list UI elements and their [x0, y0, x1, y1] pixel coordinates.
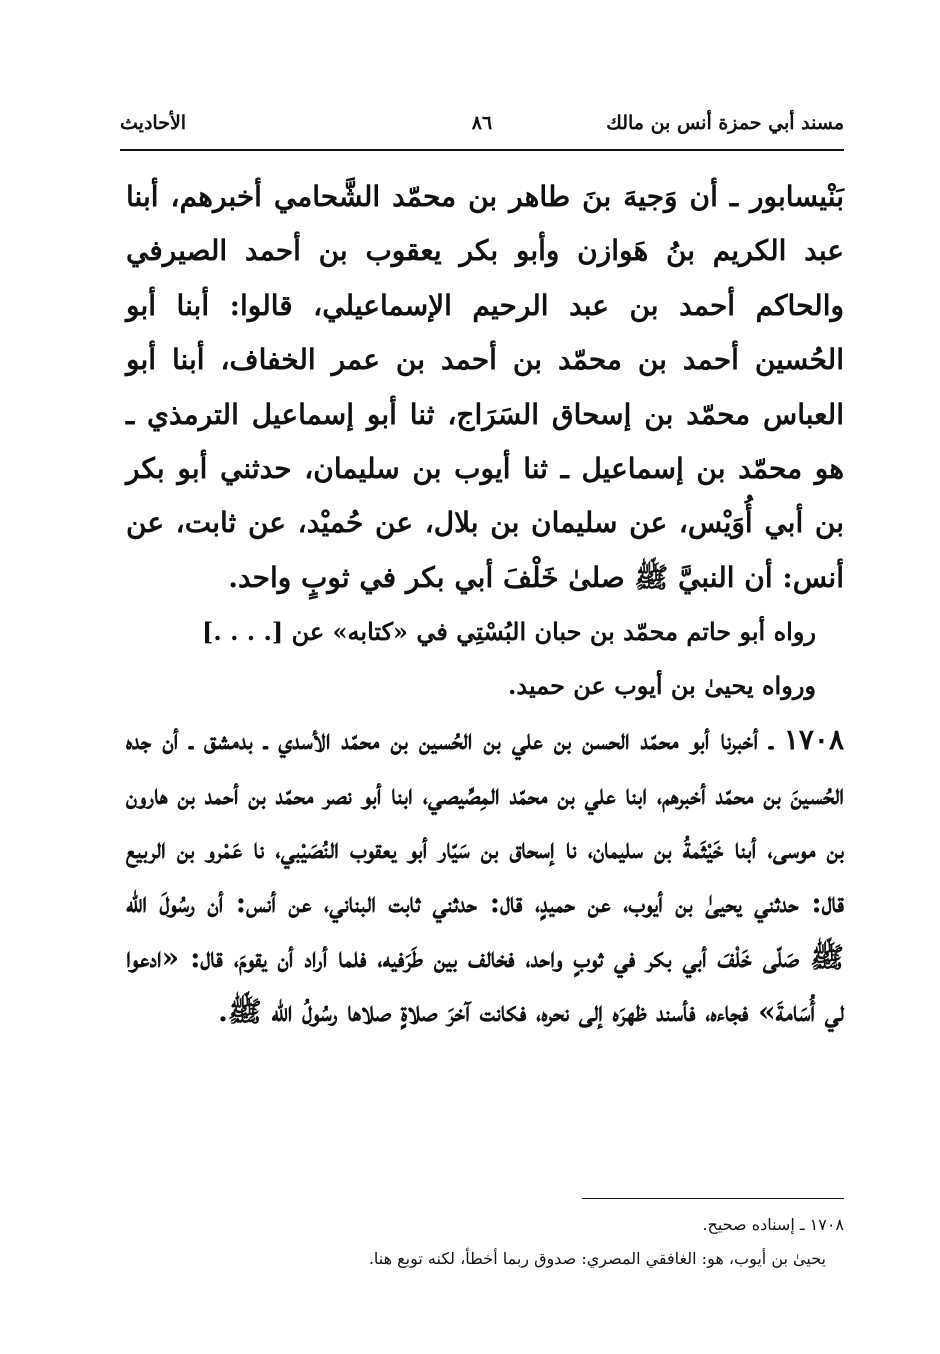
footnote-text: يحيىٰ بن أيوب، هو: الغافقي المصري: صدوق ربما أخطأ، لكنه توبع هنا.: [368, 1249, 826, 1268]
footnote-divider: [582, 1198, 844, 1199]
hadith-continuation-paragraph: بَنْيسابور ـ أن وَجيهَ بنَ طاهر بن محمّد الشَّحامي أخبرهم، أبنا عبد الكريم بنُ هَوازن وأبو بكر يعقوب بن أحمد الصيرفي والحاكم أحمد بن عبد الرحيم الإسماعيلي، قالوا: أبنا أبو الحُسين أحمد بن محمّد بن أحمد بن عمر الخفاف، أبنا أبو العباس محمّد بن إسحاق السَرَاج، ثنا أبو إسماعيل الترمذي ـ هو محمّد بن إسماعيل ـ ثنا أيوب بن سليمان، حدثني أبو بكر بن أبي أُوَيْس، عن سليمان بن بلال، عن حُميْد، عن ثابت، عن أنس: أن النبيَّ ﷺ صلىٰ خَلْفَ أبي بكر في ثوبٍ واحد.: [126, 180, 845, 594]
book-title: مسند أبي حمزة أنس بن مالك: [606, 112, 844, 134]
main-text: [126, 170, 844, 1040]
narration-note-line-1: رواه أبو حاتم محمّد بن حبان البُسْتِي في «كتابه» عن [. . . .]: [202, 617, 816, 647]
narration-note-line-2: ورواه يحيىٰ بن أيوب عن حميد.: [508, 671, 816, 701]
running-header: [120, 112, 844, 146]
footnotes: [150, 1208, 844, 1276]
hadith-1708-paragraph: ١٧٠٨ ـ أخبرنا أبو محمّد الحسن بن علي بن الحُسين بن محمّد الأسدي ـ بدمشق ـ أن جده الحُسينَ بن محمّد أخبرهم، ابنا علي بن محمّد المِصِّيصي، ابنا أبو نصر محمّد بن أحمد بن هارون بن موسى، أبنا خَيْثَمةُ بن سليمان، نا إسحاق بن سَيّار أبو يعقوب النُصَيْبي، نا عَمْرو بن الربيع قال: حدثني يحيىٰ بن أيوب، عن حميدٍ، قال: حدثني ثابت البناني، عن أنس: أن رسُولَ الله ﷺ صَلّى خَلْفَ أبي بكر في ثوبٍ واحد، فخالف بين طَرَفيه، فلما أراد أن يقومَ، قال: «ادعوا لي أُسَامةَ» فجاءه، فأسند ظهرَه إلى نحره، فكانت آخرَ صلاةٍ صلاها رسُولُ الله ﷺ.: [126, 723, 844, 1029]
section-title: الأحاديث: [120, 112, 187, 134]
page-number: ٨٦: [471, 112, 493, 134]
footnote-label: ١٧٠٨ ـ إسناده صحيح.: [702, 1215, 844, 1234]
header-divider: [120, 149, 844, 151]
